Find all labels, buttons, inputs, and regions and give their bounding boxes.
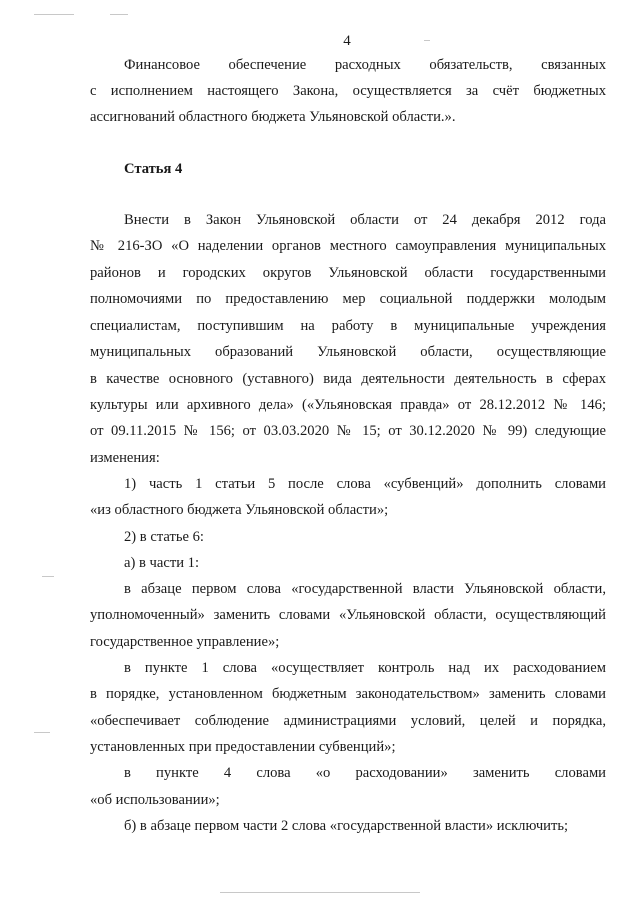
scan-mark	[34, 14, 74, 15]
text-line: государственное управление»;	[90, 634, 280, 650]
text-line: б) в абзаце первом части 2 слова «государственной власти» исключить;	[124, 818, 569, 834]
text-line: муниципальных образований Ульяновской области, осуществляющие	[90, 344, 606, 360]
page-number: 4	[343, 33, 351, 49]
text-line: установленных при предоставлении субвенций»;	[90, 739, 396, 755]
scan-mark	[34, 732, 50, 733]
text-line: № 216-ЗО «О наделении органов местного самоуправления муниципальных	[90, 238, 606, 254]
scan-mark	[220, 892, 420, 893]
text-line: Финансовое обеспечение расходных обязательств, связанных	[124, 57, 606, 73]
text-line: изменения:	[90, 450, 160, 466]
text-line: ассигнований областного бюджета Ульяновской области.».	[90, 109, 456, 125]
scan-mark	[110, 14, 128, 15]
text-line: «из областного бюджета Ульяновской области»;	[90, 502, 389, 518]
text-line: в порядке, установленном бюджетным законодательством» заменить словами	[90, 686, 606, 702]
text-line: районов и городских округов Ульяновской области государственными	[90, 265, 606, 281]
text-line: «об использовании»;	[90, 792, 220, 808]
text-line: полномочиями по предоставлению мер социальной поддержки молодым	[90, 291, 606, 307]
text-line: в качестве основного (уставного) вида деятельности деятельность в сферах	[90, 371, 606, 387]
text-line: Внести в Закон Ульяновской области от 24 декабря 2012 года	[124, 212, 606, 228]
text-line: в пункте 4 слова «о расходовании» заменить словами	[124, 765, 606, 781]
text-line: в пункте 1 слова «осуществляет контроль над их расходованием	[124, 660, 606, 676]
text-line: «обеспечивает соблюдение администрациями условий, целей и порядка,	[90, 713, 606, 729]
text-line: а) в части 1:	[124, 555, 200, 571]
text-line: 2) в статье 6:	[124, 529, 204, 545]
text-line: с исполнением настоящего Закона, осуществляется за счёт бюджетных	[90, 83, 606, 99]
text-line: специалистам, поступившим на работу в муниципальные учреждения	[90, 318, 606, 334]
text-line: от 09.11.2015 № 156; от 03.03.2020 № 15; от 30.12.2020 № 99) следующие	[90, 423, 606, 439]
text-line: культуры или архивного дела» («Ульяновская правда» от 28.12.2012 № 146;	[90, 397, 606, 413]
article-heading: Статья 4	[124, 161, 183, 177]
text-line: 1) часть 1 статьи 5 после слова «субвенций» дополнить словами	[124, 476, 606, 492]
scan-mark	[424, 40, 430, 41]
text-line: в абзаце первом слова «государственной власти Ульяновской области,	[124, 581, 606, 597]
text-line: уполномоченный» заменить словами «Ульяновской области, осуществляющий	[90, 607, 606, 623]
scan-mark	[42, 576, 54, 577]
